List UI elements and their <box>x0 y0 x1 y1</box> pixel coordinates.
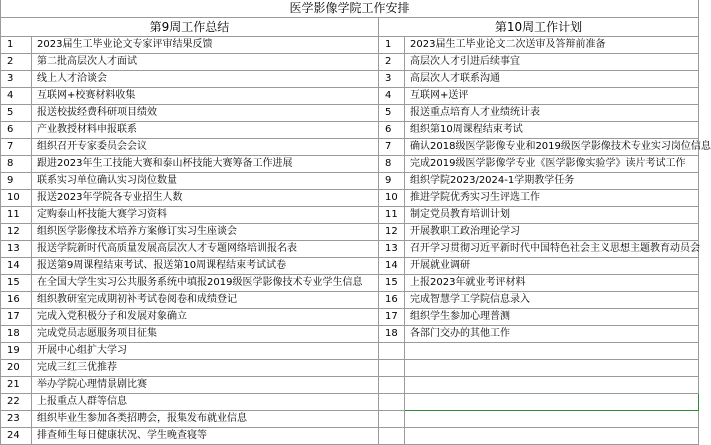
sheet-title[interactable]: 医学影像学院工作安排 <box>1 0 699 18</box>
week10-task-cell[interactable]: 互联网+送评 <box>405 88 699 105</box>
week10-task-cell[interactable]: 开展就业调研 <box>405 258 699 275</box>
week9-num-cell[interactable]: 16 <box>1 292 32 309</box>
week9-num-cell[interactable]: 6 <box>1 122 32 139</box>
week9-task-cell[interactable]: 开展中心组扩大学习 <box>32 343 379 360</box>
week10-task-cell[interactable]: 高层次人才引进后续事宜 <box>405 54 699 71</box>
week9-task-cell[interactable]: 报送2023年学院各专业招生人数 <box>32 190 379 207</box>
week9-task-cell[interactable]: 定购泰山杯技能大赛学习资料 <box>32 207 379 224</box>
table-row <box>1 122 699 139</box>
week10-task-cell[interactable]: 确认2018级医学影像专业和2019级医学影像技术专业实习岗位信息 <box>405 139 699 156</box>
week10-num-cell[interactable] <box>379 428 405 445</box>
week10-task-cell[interactable]: 组织学生参加心理普测 <box>405 309 699 326</box>
week9-num-cell[interactable]: 11 <box>1 207 32 224</box>
week9-num-cell[interactable]: 21 <box>1 377 32 394</box>
week9-task-cell[interactable]: 互联网+校赛材料收集 <box>32 88 379 105</box>
week9-num-cell[interactable]: 19 <box>1 343 32 360</box>
week9-task-cell[interactable]: 组织毕业生参加各类招聘会，报集发布就业信息 <box>32 411 379 428</box>
week9-num-cell[interactable]: 22 <box>1 394 32 411</box>
table-row <box>1 428 699 445</box>
week9-task-cell[interactable]: 2023届生工毕业论文专家评审结果反馈 <box>32 37 379 54</box>
table-row <box>1 411 699 428</box>
week10-num-cell[interactable]: 1 <box>379 37 405 54</box>
table-row <box>1 343 699 360</box>
week10-num-cell[interactable]: 8 <box>379 156 405 173</box>
week9-task-cell[interactable]: 组织医学影像技术培养方案修订实习生座谈会 <box>32 224 379 241</box>
week10-task-cell[interactable]: 推进学院优秀实习生评选工作 <box>405 190 699 207</box>
week10-task-cell[interactable]: 各部门交办的其他工作 <box>405 326 699 343</box>
week9-num-cell[interactable]: 8 <box>1 156 32 173</box>
week10-num-cell[interactable] <box>379 411 405 428</box>
week10-task-cell[interactable]: 组织第10周课程结束考试 <box>405 122 699 139</box>
week9-num-cell[interactable]: 2 <box>1 54 32 71</box>
week9-task-cell[interactable]: 排查师生每日健康状况、学生晚查寝等 <box>32 428 379 445</box>
week9-num-cell[interactable]: 9 <box>1 173 32 190</box>
week10-task-cell[interactable]: 2023届生工毕业论文二次送审及答辩前准备 <box>405 37 699 54</box>
week10-num-cell[interactable]: 15 <box>379 275 405 292</box>
table-row <box>1 156 699 173</box>
week10-task-cell[interactable]: 制定党员教育培训计划 <box>405 207 699 224</box>
week10-task-cell[interactable]: 完成智慧学工学院信息录入 <box>405 292 699 309</box>
week9-task-cell[interactable]: 上报重点人群等信息 <box>32 394 379 411</box>
table-row <box>1 37 699 54</box>
week10-num-cell[interactable]: 13 <box>379 241 405 258</box>
week9-num-cell[interactable]: 12 <box>1 224 32 241</box>
table-row <box>1 377 699 394</box>
week10-num-cell[interactable] <box>379 360 405 377</box>
week10-header[interactable]: 第10周工作计划 <box>379 18 699 37</box>
table-row <box>1 71 699 88</box>
week10-num-cell[interactable]: 6 <box>379 122 405 139</box>
table-row <box>1 326 699 343</box>
week9-task-cell[interactable]: 完成党员志愿服务项目征集 <box>32 326 379 343</box>
table-row <box>1 54 699 71</box>
week9-num-cell[interactable]: 17 <box>1 309 32 326</box>
week10-num-cell[interactable]: 18 <box>379 326 405 343</box>
week9-task-cell[interactable]: 跟进2023年生工技能大赛和泰山杯技能大赛筹备工作进展 <box>32 156 379 173</box>
table-row <box>1 394 699 411</box>
week10-task-cell[interactable] <box>405 360 699 377</box>
week9-num-cell[interactable]: 20 <box>1 360 32 377</box>
week10-num-cell[interactable]: 11 <box>379 207 405 224</box>
week9-num-cell[interactable]: 7 <box>1 139 32 156</box>
table-row <box>1 241 699 258</box>
week9-task-cell[interactable]: 举办学院心理情景剧比赛 <box>32 377 379 394</box>
week10-task-cell[interactable]: 完成2019级医学影像学专业《医学影像实验学》读片考试工作 <box>405 156 699 173</box>
week10-num-cell[interactable]: 7 <box>379 139 405 156</box>
week9-task-cell[interactable]: 产业教授材料申报联系 <box>32 122 379 139</box>
week9-task-cell[interactable]: 完成三红三优推荐 <box>32 360 379 377</box>
week9-task-cell[interactable]: 组织召开专家委员会会议 <box>32 139 379 156</box>
week9-num-cell[interactable]: 13 <box>1 241 32 258</box>
week9-task-cell[interactable]: 第二批高层次人才面试 <box>32 54 379 71</box>
week10-task-cell[interactable] <box>405 377 699 394</box>
week10-num-cell[interactable]: 12 <box>379 224 405 241</box>
week10-num-cell[interactable]: 16 <box>379 292 405 309</box>
week10-task-cell[interactable] <box>405 343 699 360</box>
table-row <box>1 258 699 275</box>
week10-task-cell[interactable]: 高层次人才联系沟通 <box>405 71 699 88</box>
week10-task-cell[interactable] <box>405 411 699 428</box>
week9-task-cell[interactable]: 报送学院新时代高质量发展高层次人才专题网络培训报名表 <box>32 241 379 258</box>
week10-num-cell[interactable] <box>379 394 405 411</box>
table-row <box>1 173 699 190</box>
week10-num-cell[interactable]: 2 <box>379 54 405 71</box>
week9-task-cell[interactable]: 组织教研室完成期初补考试卷阅卷和成绩登记 <box>32 292 379 309</box>
week9-num-cell[interactable]: 4 <box>1 88 32 105</box>
week10-task-cell[interactable] <box>405 394 699 411</box>
table-row <box>1 360 699 377</box>
week9-task-cell[interactable]: 完成入党积极分子和发展对象确立 <box>32 309 379 326</box>
week9-num-cell[interactable]: 5 <box>1 105 32 122</box>
week9-task-cell[interactable]: 报送校拔经费科研项目绩效 <box>32 105 379 122</box>
week9-task-cell[interactable]: 在全国大学生实习公共服务系统中填报2019级医学影像技术专业学生信息 <box>32 275 379 292</box>
week9-num-cell[interactable]: 10 <box>1 190 32 207</box>
table-row <box>1 207 699 224</box>
week9-num-cell[interactable]: 24 <box>1 428 32 445</box>
table-row <box>1 190 699 207</box>
header-row <box>1 18 699 37</box>
week9-task-cell[interactable]: 报送第9周课程结束考试、报送第10周课程结束考试试卷 <box>32 258 379 275</box>
week10-num-cell[interactable]: 17 <box>379 309 405 326</box>
title-row <box>1 0 699 18</box>
table-row <box>1 139 699 156</box>
week9-num-cell[interactable]: 3 <box>1 71 32 88</box>
week10-task-cell[interactable]: 召开学习贯彻习近平新时代中国特色社会主义思想主题教育动员会 <box>405 241 699 258</box>
week9-num-cell[interactable]: 23 <box>1 411 32 428</box>
week10-num-cell[interactable]: 14 <box>379 258 405 275</box>
table-row <box>1 309 699 326</box>
week9-header[interactable]: 第9周工作总结 <box>1 18 379 37</box>
week10-num-cell[interactable] <box>379 343 405 360</box>
week10-num-cell[interactable]: 5 <box>379 105 405 122</box>
week10-num-cell[interactable] <box>379 377 405 394</box>
week10-num-cell[interactable]: 4 <box>379 88 405 105</box>
week10-task-cell[interactable] <box>405 428 699 445</box>
week10-num-cell[interactable]: 9 <box>379 173 405 190</box>
week10-task-cell[interactable]: 组织学院2023/2024-1学期教学任务 <box>405 173 699 190</box>
week10-task-cell[interactable]: 开展教职工政治理论学习 <box>405 224 699 241</box>
table-row <box>1 292 699 309</box>
week9-num-cell[interactable]: 1 <box>1 37 32 54</box>
week10-num-cell[interactable]: 10 <box>379 190 405 207</box>
week10-num-cell[interactable]: 3 <box>379 71 405 88</box>
week10-task-cell[interactable]: 报送重点培育人才业绩统计表 <box>405 105 699 122</box>
table-row <box>1 275 699 292</box>
week9-num-cell[interactable]: 18 <box>1 326 32 343</box>
week10-task-cell[interactable]: 上报2023年就业考评材料 <box>405 275 699 292</box>
week9-task-cell[interactable]: 线上人才洽谈会 <box>32 71 379 88</box>
table-row <box>1 224 699 241</box>
week9-num-cell[interactable]: 15 <box>1 275 32 292</box>
table-row <box>1 88 699 105</box>
week9-task-cell[interactable]: 联系实习单位确认实习岗位数量 <box>32 173 379 190</box>
table-row <box>1 105 699 122</box>
week9-num-cell[interactable]: 14 <box>1 258 32 275</box>
